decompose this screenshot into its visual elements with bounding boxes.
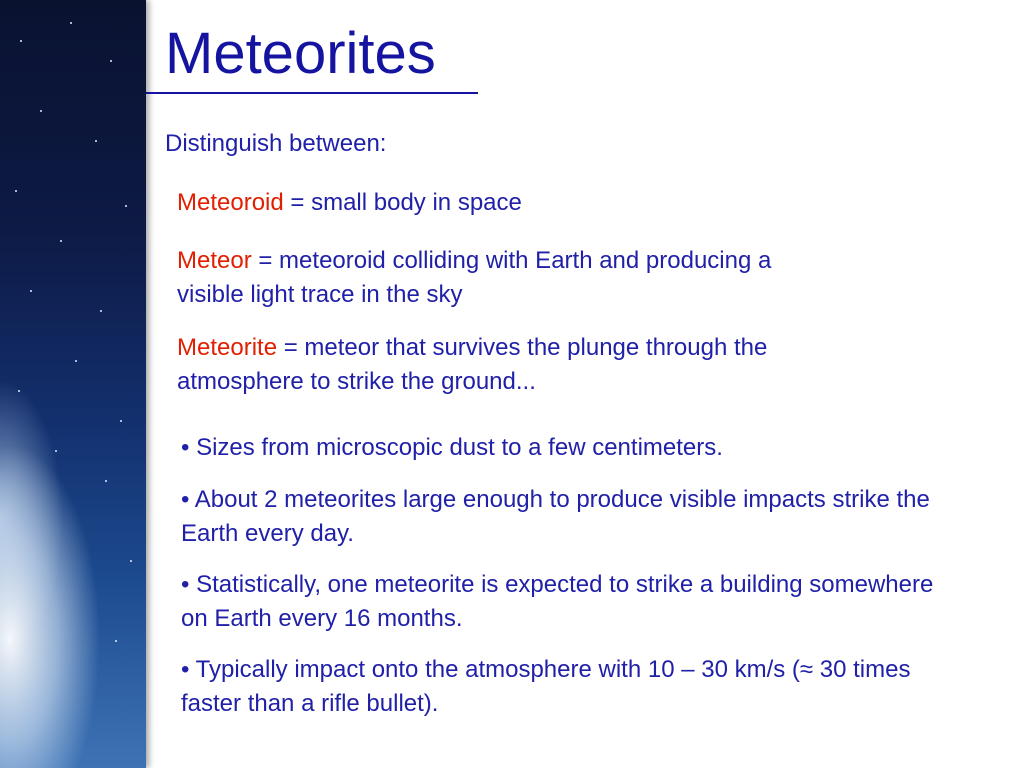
- bullet-daily-impacts: • About 2 meteorites large enough to produce visible impacts strike the Earth every day.: [181, 486, 930, 547]
- definition-meteoroid: [177, 186, 522, 220]
- title-underline: [146, 92, 478, 94]
- definition-meteor: [177, 244, 777, 312]
- bullet-impact-speed: • Typically impact onto the atmosphere with 10 – 30 km/s (≈ 30 times faster than a rifle bullet).: [181, 656, 911, 717]
- term-meteorite: Meteorite: [177, 334, 278, 361]
- starfield-comet-image: [0, 0, 146, 768]
- definition-meteorite-text: = meteor that survives the plunge through the atmosphere to strike the ground...: [177, 334, 768, 395]
- term-meteoroid: Meteoroid: [177, 189, 284, 216]
- definition-meteoroid-text: = small body in space: [283, 189, 522, 216]
- definition-meteor-text: = meteoroid colliding with Earth and producing a visible light trace in the sky: [177, 247, 772, 308]
- term-meteor: Meteor: [177, 247, 252, 274]
- intro-text: Distinguish between:: [165, 130, 387, 157]
- definition-meteorite: [177, 331, 857, 399]
- slide-title: Meteorites: [165, 21, 436, 86]
- bullet-sizes: • Sizes from microscopic dust to a few centimeters.: [181, 434, 723, 461]
- bullet-building-strike: • Statistically, one meteorite is expected to strike a building somewhere on Earth every 16 months.: [181, 571, 934, 632]
